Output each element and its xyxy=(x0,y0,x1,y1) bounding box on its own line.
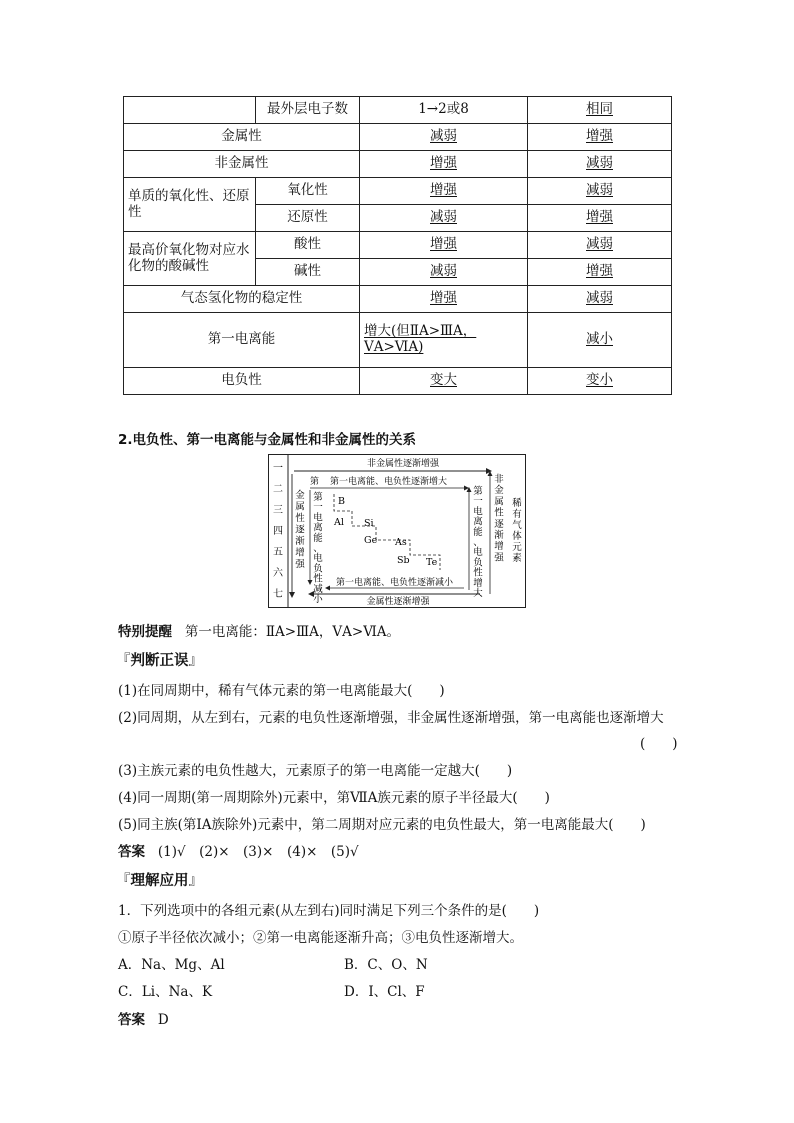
answer-text: D xyxy=(157,1012,169,1028)
period-label: 六 xyxy=(273,568,283,579)
table-row xyxy=(124,368,672,395)
element-si: Si xyxy=(364,518,374,529)
period-label: 三 xyxy=(273,505,283,516)
period-label: 一 xyxy=(273,463,283,474)
table-row xyxy=(124,313,672,368)
option-d: D．I、Cl、F xyxy=(344,984,425,1000)
right-outer-char: 素 xyxy=(512,553,522,564)
answer-label: 答案 xyxy=(118,1012,145,1028)
table-row xyxy=(124,97,672,124)
apply-header: 『理解应用』 xyxy=(116,873,203,889)
left-inner-char: 能 xyxy=(313,532,323,544)
apply-header-text: 理解应用 xyxy=(130,873,189,889)
cell-value: 减弱 xyxy=(360,124,528,151)
special-tip xyxy=(118,620,400,640)
period-label: 二 xyxy=(273,484,283,495)
table-row xyxy=(124,178,672,205)
cell-value: 减弱 xyxy=(360,205,528,232)
cell-value: 增强 xyxy=(360,178,528,205)
left-outer-arrow-head xyxy=(289,592,295,598)
top-label: 非金属性逐渐增强 xyxy=(366,459,440,469)
left-inner-char: 、 xyxy=(313,543,323,554)
cell-value: 减弱 xyxy=(360,259,528,286)
period-label: 四 xyxy=(273,526,283,537)
element-ge: Ge xyxy=(364,535,378,546)
left-outer-char: 金 xyxy=(295,490,305,501)
metal-nonmetal-boundary xyxy=(334,494,440,570)
option-a: A．Na、Mg、Al xyxy=(118,957,225,973)
period-labels xyxy=(273,463,284,600)
right-inner-char: 负 xyxy=(473,557,483,569)
right-outer-char: 有 xyxy=(512,509,522,520)
left-outer-char: 性 xyxy=(295,513,305,524)
right-inner-char: 性 xyxy=(473,567,483,579)
right-inner-char: 、 xyxy=(473,537,483,548)
cell-sub-label: 碱性 xyxy=(256,259,360,286)
cell-group-label: 最高价氧化物对应水化物的酸碱性 xyxy=(124,232,256,286)
judge-answer xyxy=(118,840,359,860)
cell-value: 增强 xyxy=(528,259,672,286)
right-middle-char: 性 xyxy=(494,507,504,519)
judge-q3: (3)主族元素的电负性越大，元素原子的第一电离能一定越大( ) xyxy=(118,763,513,779)
left-inner-char: 性 xyxy=(313,573,323,585)
table-row xyxy=(124,124,672,151)
judge-header: 『判断正误』 xyxy=(116,653,203,669)
left-outer-char: 属 xyxy=(295,501,305,513)
judge-q2-paren: ( ) xyxy=(640,736,678,752)
element-te: Te xyxy=(426,557,438,568)
judge-q1: (1)在同周期中，稀有气体元素的第一电离能最大( ) xyxy=(118,683,445,699)
right-middle-char: 增 xyxy=(494,541,504,553)
bottom-inner-arrow-head xyxy=(325,586,330,591)
cell-value: 减小 xyxy=(528,313,672,368)
right-inner-char: 增 xyxy=(473,577,483,589)
period-label: 五 xyxy=(273,547,283,558)
apply-question: 1．下列选项中的各组元素(从左到右)同时满足下列三个条件的是( ) xyxy=(118,903,540,919)
right-inner-char: 能 xyxy=(473,526,483,538)
top-inner-prefix: 第 xyxy=(310,477,320,487)
cell-value: 变大 xyxy=(360,368,528,395)
cell-value: 增大(但ⅡA>ⅢA，ⅤA>ⅥA) xyxy=(360,313,528,368)
right-outer-char: 气 xyxy=(512,520,522,531)
right-inner-char: 电 xyxy=(473,547,483,559)
right-middle-char: 非 xyxy=(494,474,504,485)
cell-value: 减弱 xyxy=(528,178,672,205)
right-middle-label xyxy=(494,473,504,563)
element-sb: Sb xyxy=(397,555,410,566)
cell-value: 变小 xyxy=(528,368,672,395)
left-inner-char: 电 xyxy=(313,512,323,524)
bottom-label: 金属性逐渐增强 xyxy=(366,597,430,607)
cell-label: 电负性 xyxy=(124,368,360,395)
cell-value: 减弱 xyxy=(528,286,672,313)
element-b: B xyxy=(338,496,345,507)
right-outer-char: 体 xyxy=(512,531,522,542)
table-row xyxy=(124,232,672,259)
cell-label: 气态氢化物的稳定性 xyxy=(124,286,360,313)
cell-value: 减弱 xyxy=(528,232,672,259)
tip-label: 特别提醒 xyxy=(118,624,172,640)
right-middle-char: 渐 xyxy=(494,530,504,541)
cell-sub-label: 氧化性 xyxy=(256,178,360,205)
right-inner-char: 大 xyxy=(473,588,483,599)
element-as: As xyxy=(395,537,407,548)
cell-value: 相同 xyxy=(528,97,672,124)
right-inner-char: 一 xyxy=(473,496,483,508)
left-inner-arrow-head xyxy=(308,580,313,585)
left-inner-label xyxy=(313,491,323,605)
left-inner-char: 负 xyxy=(313,563,323,575)
right-middle-char: 属 xyxy=(494,496,504,508)
right-inner-char: 电 xyxy=(473,506,483,518)
trend-diagram xyxy=(268,454,526,608)
right-outer-char: 元 xyxy=(512,542,522,553)
top-inner-label: 第一电离能、电负性逐渐增大 xyxy=(330,477,448,487)
table-row xyxy=(124,286,672,313)
cell-sub-label: 还原性 xyxy=(256,205,360,232)
cell-value: 1→2或8 xyxy=(360,97,528,124)
option-b: B．C、O、N xyxy=(344,957,428,973)
left-inner-char: 减 xyxy=(313,583,323,595)
left-outer-label xyxy=(295,489,305,570)
left-outer-char: 逐 xyxy=(295,524,305,536)
answer-label: 答案 xyxy=(118,844,145,860)
right-middle-char: 强 xyxy=(494,552,504,564)
judge-header-text: 判断正误 xyxy=(130,653,189,669)
left-outer-char: 强 xyxy=(295,559,305,570)
right-inner-char: 第 xyxy=(473,486,483,497)
left-inner-char: 离 xyxy=(313,522,323,534)
apply-conditions: ①原子半径依次减小；②第一电离能逐渐升高；③电负性逐渐增大。 xyxy=(118,930,523,946)
right-outer-label xyxy=(512,497,522,564)
judge-q4: (4)同一周期(第一周期除外)元素中，第ⅦA族元素的原子半径最大( ) xyxy=(118,790,550,806)
right-inner-label xyxy=(473,485,483,599)
left-inner-char: 一 xyxy=(313,502,323,514)
table-row xyxy=(124,151,672,178)
cell-value: 减弱 xyxy=(528,151,672,178)
cell-label: 非金属性 xyxy=(124,151,360,178)
cell-value: 增强 xyxy=(528,205,672,232)
tip-text: 第一电离能：ⅡA>ⅢA，ⅤA>ⅥA。 xyxy=(184,624,401,640)
cell-value: 增强 xyxy=(360,151,528,178)
cell-label: 第一电离能 xyxy=(124,313,360,368)
judge-q5: (5)同主族(第ⅠA族除外)元素中，第二周期对应元素的电负性最大，第一电离能最大( ) xyxy=(118,817,646,833)
cell-value: 增强 xyxy=(360,232,528,259)
answer-text: (1)√ (2)× (3)× (4)× (5)√ xyxy=(157,844,359,860)
cell-value: 增强 xyxy=(528,124,672,151)
right-outer-char: 稀 xyxy=(512,498,522,509)
right-middle-char: 逐 xyxy=(494,518,504,530)
left-outer-char: 增 xyxy=(295,547,305,559)
cell-group-label: 单质的氧化性、还原性 xyxy=(124,178,256,232)
periodic-trend-table xyxy=(123,96,672,395)
left-inner-char: 第 xyxy=(313,492,323,503)
left-outer-char: 渐 xyxy=(295,536,305,547)
judge-q2: (2)同周期，从左到右，元素的电负性逐渐增强，非金属性逐渐增强，第一电离能也逐渐增大 xyxy=(118,710,664,726)
right-middle-char: 金 xyxy=(494,485,504,497)
period-label: 七 xyxy=(273,589,283,600)
cell-sub-label: 酸性 xyxy=(256,232,360,259)
section-title: 2.电负性、第一电离能与金属性和非金属性的关系 xyxy=(118,432,417,448)
cell-outer-electrons-label: 最外层电子数 xyxy=(256,97,360,124)
option-c: C．Li、Na、K xyxy=(118,984,213,1000)
left-inner-char: 电 xyxy=(313,553,323,565)
bottom-inner-label: 第一电离能、电负性逐渐减小 xyxy=(336,578,454,588)
element-al: Al xyxy=(334,517,344,528)
left-inner-char: 小 xyxy=(313,594,323,605)
right-inner-char: 离 xyxy=(473,516,483,528)
cell-label: 金属性 xyxy=(124,124,360,151)
apply-answer xyxy=(118,1008,169,1028)
cell-value: 增强 xyxy=(360,286,528,313)
